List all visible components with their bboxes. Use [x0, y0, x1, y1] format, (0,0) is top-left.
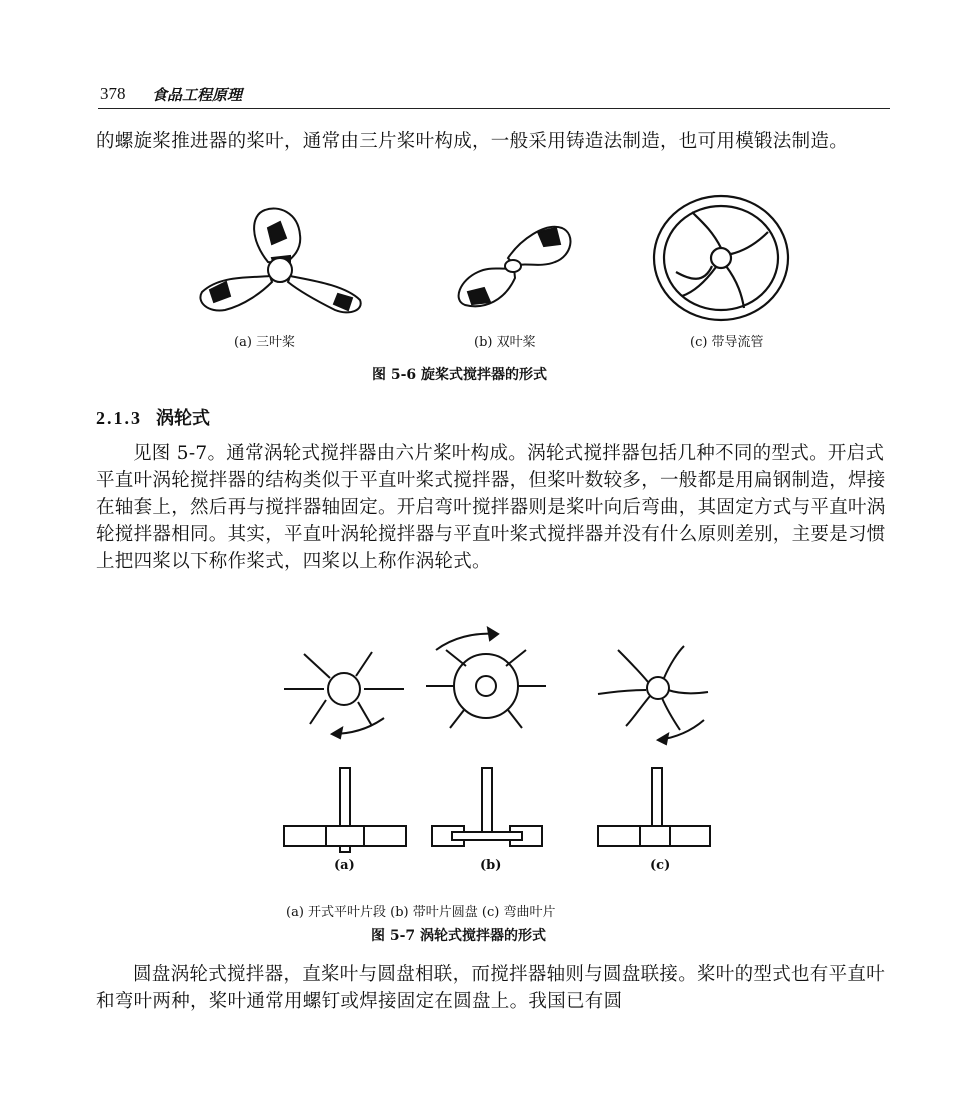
page-number: 378: [100, 84, 126, 103]
disc-turbine-top-view: [426, 628, 546, 728]
paragraph-3: 圆盘涡轮式搅拌器，直桨叶与圆盘相联，而搅拌器轴则与圆盘联接。桨叶的型式也有平直叶和弯叶两种，桨叶通常用螺钉或焊接固定在圆盘上。我国已有圆: [96, 964, 886, 1012]
open-flat-blade-side-view: [284, 768, 406, 852]
curved-blade-top-view: [598, 646, 708, 744]
disc-turbine-side-view: [432, 768, 542, 846]
figure-5-7-label-c: (c): [650, 858, 671, 873]
paragraph-2: 见图 5-7。通常涡轮式搅拌器由六片桨叶构成。涡轮式搅拌器包括几种不同的型式。开启式平直叶涡轮搅拌器的结构类似于平直叶桨式搅拌器，但桨叶数较多，一般都是用扁钢制造，焊接在轴套上，然后再与搅拌器轴固定。开启弯叶搅拌器则是桨叶向后弯曲，其固定方式与平直叶涡轮搅拌器相同。其实，平直叶涡轮搅拌器与平直叶桨式搅拌器并没有什么原则差别，主要是习惯上把四桨以下称作桨式，四桨以上称作涡轮式。: [96, 443, 886, 572]
figure-5-7-label-a: (a): [334, 858, 355, 873]
section-title: 涡轮式: [156, 408, 210, 429]
figure-5-6-drawing: [0, 0, 980, 330]
figure-5-7-drawing: [0, 620, 980, 880]
figure-5-7-legend: (a) 开式平叶片段 (b) 带叶片圆盘 (c) 弯曲叶片: [286, 905, 556, 920]
draft-tube-propeller-drawing: [654, 196, 788, 320]
figure-5-6-caption-a: (a) 三叶桨: [234, 335, 296, 350]
paragraph-1: 的螺旋桨推进器的桨叶，通常由三片桨叶构成，一般采用铸造法制造，也可用模锻法制造。: [96, 131, 849, 152]
figure-5-6-title: 图 5-6 旋桨式搅拌器的形式: [372, 367, 548, 383]
section-number: 2.1.3: [96, 408, 142, 428]
two-blade-propeller-drawing: [459, 227, 571, 306]
figure-5-7-title: 图 5-7 涡轮式搅拌器的形式: [371, 928, 547, 944]
three-blade-propeller-drawing: [200, 208, 360, 312]
figure-5-7-label-b: (b): [480, 858, 502, 873]
figure-5-6-caption-c: (c) 带导流管: [690, 335, 764, 350]
curved-blade-side-view: [598, 768, 710, 846]
open-flat-blade-top-view: [284, 652, 404, 738]
running-title: 食品工程原理: [152, 86, 243, 104]
figure-5-6-caption-b: (b) 双叶桨: [474, 335, 536, 350]
section-heading: [96, 404, 210, 430]
